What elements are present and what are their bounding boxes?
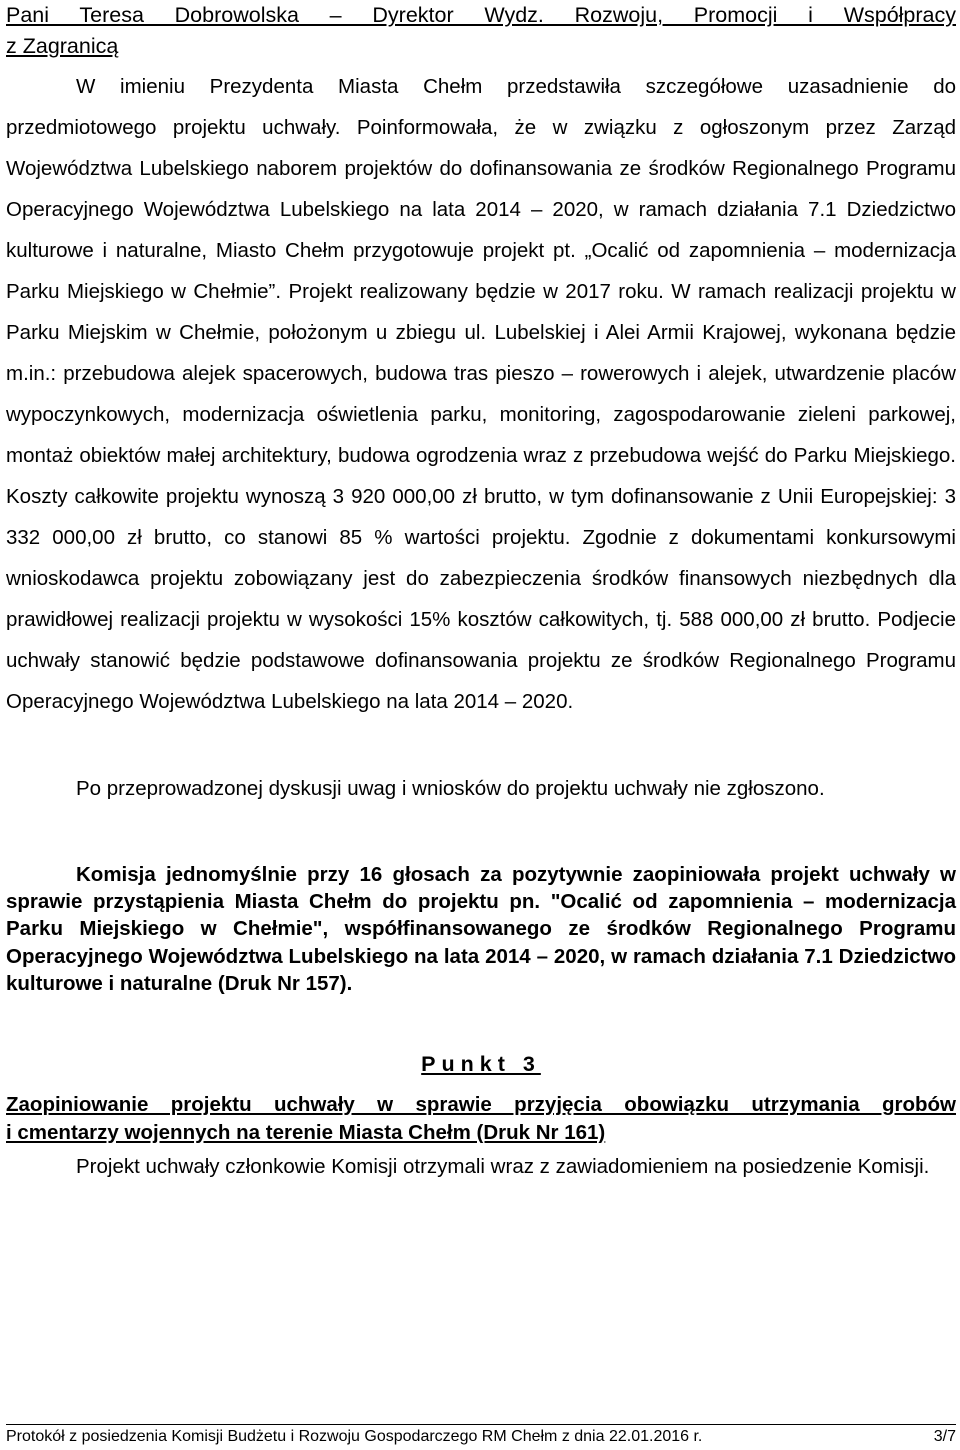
commission-conclusion: Komisja jednomyślnie przy 16 głosach za pozytywnie zaopiniowała projekt uchwały w sprawie przystąpienia Miasta Chełm do projektu pn. "Ocalić od zapomnienia – modernizacja Parku Miejskiego w Chełmie", współfinansowanego ze środków Regionalnego Programu Operacyjnego Województwa Lubelskiego na lata 2014 – 2020, w ramach działania 7.1 Dziedzictwo kulturowe i naturalne (Druk Nr 157). xyxy=(6,863,956,995)
agenda-item-title-line2: i cmentarzy wojennych na terenie Miasta Chełm (Druk Nr 161) xyxy=(6,1120,606,1144)
footer-title: Protokół z posiedzenia Komisji Budżetu i Rozwoju Gospodarczego RM Chełm z dnia 22.01.2016 r. xyxy=(6,1428,703,1445)
page-footer xyxy=(6,1428,956,1446)
document-page xyxy=(6,0,956,1187)
paragraph-materials: Projekt uchwały członkowie Komisji otrzymali wraz z zawiadomieniem na posiedzenie Komisji. xyxy=(76,1155,930,1179)
agenda-item-title xyxy=(6,1091,956,1146)
punkt-heading: Punkt 3 xyxy=(421,1052,541,1077)
footer-page-number: 3/7 xyxy=(933,1428,956,1445)
paragraph-intro: W imieniu Prezydenta Miasta Chełm przedstawiła szczegółowe uzasadnienie do przedmiotowego projektu uchwały. Poinformowała, że w związku z ogłoszonym przez Zarząd Województwa Lubelskiego naborem projektów do dofinansowania ze środków Regionalnego Programu Operacyjnego Województwa Lubelskiego na lata 2014 – 2020, w ramach działania 7.1 Dziedzictwo kulturowe i naturalne, Miasto Chełm przygotowuje projekt pt. „Ocalić od zapomnienia – modernizacja Parku Miejskiego w Chełmie”. Projekt realizowany będzie w 2017 roku. W ramach realizacji projektu w Parku Miejskim w Chełmie, położonym u zbiegu ul. Lubelskiej i Alei Armii Krajowej, wykonana będzie m.in.: przebudowa alejek spacerowych, budowa tras pieszo – rowerowych i alejek, utwardzenie placów wypoczynkowych, modernizacja oświetlenia parku, monitoring, zagospodarowanie zieleni parkowej, montaż obiektów małej architektury, budowa ogrodzenia wraz z przebudowa wejść do Parku Miejskiego. Koszty całkowite projektu wynoszą 3 920 000,00 zł brutto, w tym dofinansowanie z Unii Europejskiej: 3 332 000,00 zł brutto, co stanowi 85 % wartości projektu. Zgodnie z dokumentami konkursowymi wnioskodawca projektu zobowiązany jest do zabezpieczenia środków finansowych niezbędnych dla prawidłowej realizacji projektu w wysokości 15% kosztów całkowitych, tj. 588 000,00 zł brutto. Podjecie uchwały stanowić będzie podstawowe dofinansowania projektu ze środków Regionalnego Programu Operacyjnego Województwa Lubelskiego na lata 2014 – 2020. xyxy=(6,75,956,713)
paragraph-discussion: Po przeprowadzonej dyskusji uwag i wniosków do projektu uchwały nie zgłoszono. xyxy=(76,777,825,800)
speaker-heading-line2: z Zagranicą xyxy=(6,34,119,58)
speaker-heading-line1: Pani Teresa Dobrowolska – Dyrektor Wydz. Rozwoju, Promocji i Współpracy xyxy=(6,3,956,27)
agenda-item-title-line1: Zaopiniowanie projektu uchwały w sprawie przyjęcia obowiązku utrzymania grobów xyxy=(6,1093,956,1117)
footer-rule xyxy=(6,1424,956,1425)
speaker-heading xyxy=(6,0,956,62)
